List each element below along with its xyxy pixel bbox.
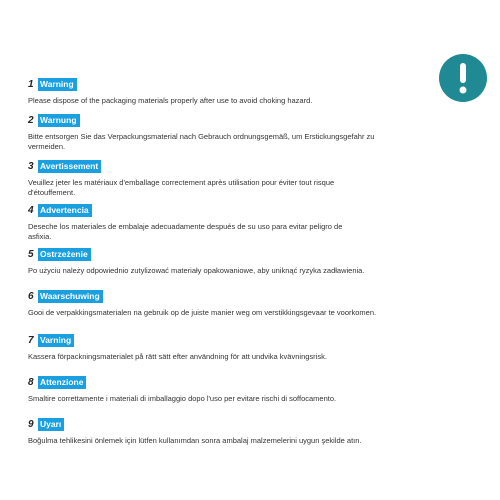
warning-heading [28, 290, 428, 303]
warning-section-nl [28, 290, 428, 318]
warning-heading [28, 376, 428, 389]
warning-number: 5 [28, 249, 34, 260]
warning-section-it [28, 376, 428, 404]
warning-section-pl [28, 248, 428, 276]
warning-heading [28, 418, 428, 431]
warning-text: Please dispose of the packaging materials properly after use to avoid choking hazard. [28, 96, 313, 105]
warning-heading [28, 204, 428, 217]
warning-heading [28, 114, 428, 127]
warning-section-fr [28, 160, 428, 198]
warning-label: Advertencia [38, 204, 92, 217]
warning-text: Veuillez jeter les matériaux d'emballage correctement après utilisation pour éviter tout risque d'étouffement. [28, 178, 335, 197]
warning-heading [28, 248, 428, 261]
warning-heading [28, 160, 428, 173]
warning-number: 1 [28, 79, 34, 90]
warning-label: Avertissement [38, 160, 101, 173]
warning-section-sv [28, 334, 428, 362]
warning-number: 9 [28, 419, 34, 430]
warning-label: Ostrzeżenie [38, 248, 91, 261]
warning-text: Bitte entsorgen Sie das Verpackungsmaterial nach Gebrauch ordnungsgemäß, um Erstickungsgefahr zu vermeiden. [28, 132, 375, 151]
exclamation-icon-graphic [439, 54, 487, 102]
warning-label: Attenzione [38, 376, 86, 389]
warning-label: Varning [38, 334, 74, 347]
warning-text: Gooi de verpakkingsmaterialen na gebruik op de juiste manier weg om verstikkingsgevaar te voorkomen. [28, 308, 377, 317]
warning-section-en [28, 78, 428, 106]
warning-text: Kassera förpackningsmaterialet på rätt sätt efter användning för att undvika kvävningsrisk. [28, 352, 327, 361]
exclamation-icon [439, 54, 487, 102]
warning-label: Warnung [38, 114, 80, 127]
warning-number: 4 [28, 205, 34, 216]
warning-heading [28, 78, 428, 91]
warning-heading [28, 334, 428, 347]
warning-label: Waarschuwing [38, 290, 103, 303]
warning-label: Warning [38, 78, 77, 91]
warning-text: Boğulma tehlikesini önlemek için lütfen kullanımdan sonra ambalaj malzemelerini uygun şekilde atın. [28, 436, 362, 445]
warning-text: Smaltire correttamente i materiali di imballaggio dopo l'uso per evitare rischi di soffocamento. [28, 394, 337, 403]
warning-number: 3 [28, 161, 34, 172]
warning-number: 6 [28, 291, 34, 302]
warning-label: Uyarı [38, 418, 64, 431]
warning-number: 7 [28, 335, 34, 346]
warning-section-es [28, 204, 428, 242]
warning-text: Po użyciu należy odpowiednio zutylizować materiały opakowaniowe, aby uniknąć ryzyka zadławienia. [28, 266, 365, 275]
warning-section-tr [28, 418, 428, 446]
warning-number: 8 [28, 377, 34, 388]
warning-text: Deseche los materiales de embalaje adecuadamente después de su uso para evitar peligro de asfixia. [28, 222, 343, 241]
warning-section-de [28, 114, 428, 152]
warning-number: 2 [28, 115, 34, 126]
